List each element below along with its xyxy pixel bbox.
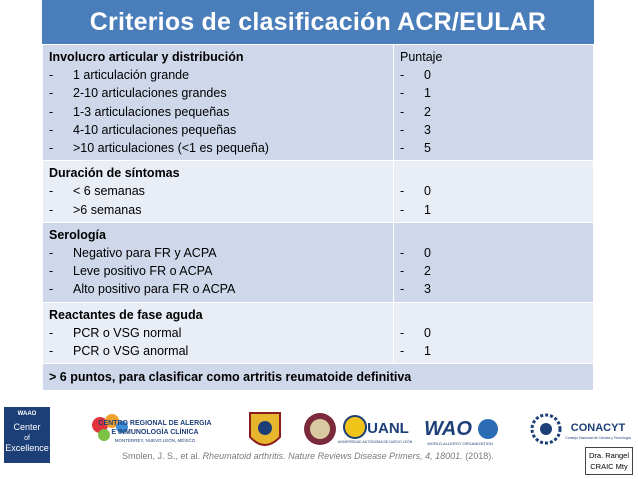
section-acute-phase	[43, 302, 594, 364]
crest-logo	[250, 413, 280, 445]
author-affiliation: CRAIC Mty	[590, 462, 628, 471]
center-of-excellence-logo	[4, 407, 50, 463]
list-item: - 1-3 articulaciones pequeñas	[49, 104, 230, 119]
list-item: - 4-10 articulaciones pequeñas	[49, 122, 237, 137]
svg-text:WAO: WAO	[424, 418, 472, 440]
conclusion-text: > 6 puntos, para clasificar como artritis reumatoide definitiva	[43, 364, 594, 391]
score-item: - 1	[400, 86, 431, 101]
section-heading: Serología	[49, 227, 106, 242]
list-item: - 1 articulación grande	[49, 68, 190, 83]
svg-text:E INMUNOLOGÍA CLÍNICA: E INMUNOLOGÍA CLÍNICA	[111, 429, 199, 436]
list-item: - 2-10 articulaciones grandes	[49, 86, 227, 101]
svg-text:CONACYT: CONACYT	[570, 422, 626, 434]
score-heading: Puntaje	[400, 50, 443, 64]
seal-logo	[304, 413, 336, 445]
list-item: - PCR o VSG anormal	[49, 344, 189, 359]
section-duration	[43, 161, 594, 223]
score-item: - 0	[400, 325, 431, 340]
craic-logo	[92, 414, 212, 443]
score-item: - 2	[400, 264, 431, 279]
list-item: - >10 articulaciones (<1 es pequeña)	[49, 141, 269, 156]
section-serology-scores	[394, 222, 594, 302]
section-serology-items	[43, 222, 394, 302]
author-box	[585, 447, 633, 475]
list-item: - < 6 semanas	[49, 184, 145, 199]
score-item: - 0	[400, 246, 431, 261]
citation: Smolen, J. S., et al. Rheumatoid arthritis. Nature Reviews Disease Primers, 4, 18001. (2018).	[122, 451, 494, 461]
list-item: - PCR o VSG normal	[49, 325, 182, 340]
section-joints-items	[43, 45, 394, 161]
svg-text:Center: Center	[13, 422, 41, 432]
section-duration-scores	[394, 161, 594, 223]
section-joints	[43, 45, 594, 161]
uanl-logo	[338, 416, 413, 444]
score-item: - 3	[400, 282, 431, 297]
section-acute-phase-scores	[394, 302, 594, 364]
svg-text:of: of	[24, 435, 30, 442]
section-serology	[43, 222, 594, 302]
score-item: - 5	[400, 141, 431, 156]
svg-text:CENTRO REGIONAL DE ALERGIA: CENTRO REGIONAL DE ALERGIA	[98, 420, 212, 427]
section-joints-scores	[394, 45, 594, 161]
svg-text:WORLD ALLERGY ORGANIZATION: WORLD ALLERGY ORGANIZATION	[427, 441, 493, 446]
list-item: - >6 semanas	[49, 202, 142, 217]
svg-text:UNIVERSIDAD AUTÓNOMA DE NUEVO: UNIVERSIDAD AUTÓNOMA DE NUEVO LEÓN	[337, 440, 413, 444]
score-item: - 1	[400, 202, 431, 217]
section-acute-phase-items	[43, 302, 394, 364]
conacyt-logo	[532, 415, 631, 443]
section-duration-items	[43, 161, 394, 223]
conclusion-row	[43, 364, 594, 391]
section-heading: Reactantes de fase aguda	[49, 307, 203, 322]
svg-text:UANL: UANL	[367, 420, 409, 437]
score-item: - 2	[400, 104, 431, 119]
list-item: - Leve positivo FR o ACPA	[49, 264, 213, 279]
wao-logo	[424, 418, 498, 446]
score-item: - 0	[400, 68, 431, 83]
slide-title: Criterios de clasificación ACR/EULAR	[42, 0, 594, 44]
logo-strip	[0, 403, 638, 479]
criteria-table	[42, 44, 594, 391]
list-item: - Negativo para FR y ACPA	[49, 246, 217, 261]
score-item: - 0	[400, 184, 431, 199]
section-heading: Involucro articular y distribución	[49, 50, 244, 64]
author-name: Dra. Rangel	[588, 451, 630, 460]
score-item: - 3	[400, 122, 431, 137]
list-item: - Alto positivo para FR o ACPA	[49, 282, 236, 297]
svg-text:Consejo Nacional de Ciencia y: Consejo Nacional de Ciencia y Tecnología	[565, 436, 631, 440]
svg-text:Excellence: Excellence	[5, 443, 49, 453]
svg-text:WAAO: WAAO	[17, 411, 37, 417]
section-heading: Duración de síntomas	[49, 166, 180, 181]
score-item: - 1	[400, 344, 431, 359]
svg-text:MONTERREY, NUEVO LEÓN, MÉXICO: MONTERREY, NUEVO LEÓN, MÉXICO	[114, 438, 196, 443]
